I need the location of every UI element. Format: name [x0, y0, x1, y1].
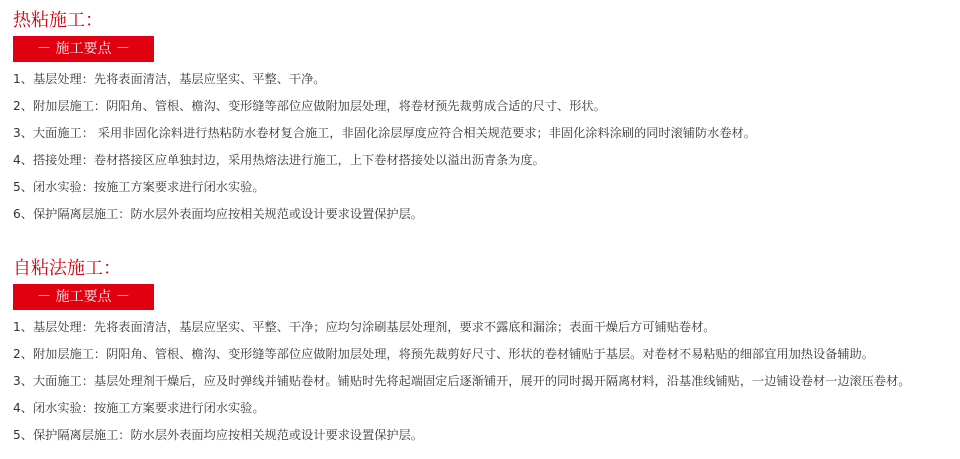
section-title: 热粘施工： — [13, 10, 103, 31]
step-item: 2、附加层施工：阴阳角、管根、檐沟、变形缝等部位应做附加层处理，将预先裁剪好尺寸、形状的卷材铺贴于基层。对卷材不易粘贴的细部宜用加热设备辅助。 — [13, 347, 874, 361]
step-list — [13, 70, 953, 223]
step-item: 1、基层处理：先将表面清洁，基层应坚实、平整、干净。 — [13, 72, 326, 86]
step-item: 5、闭水实验：按施工方案要求进行闭水实验。 — [13, 180, 265, 194]
step-item: 1、基层处理：先将表面清洁，基层应坚实、平整、干净；应均匀涂刷基层处理剂，要求不露底和漏涂；表面干燥后方可铺贴卷材。 — [13, 320, 716, 334]
hot-bonding-section — [13, 10, 953, 232]
section-title: 自粘法施工： — [13, 258, 121, 279]
construction-points-badge: － 施工要点 － — [13, 36, 154, 62]
step-item: 5、保护隔离层施工：防水层外表面均应按相关规范或设计要求设置保护层。 — [13, 428, 423, 442]
step-item: 3、大面施工：基层处理剂干燥后，应及时弹线并铺贴卷材。铺贴时先将起端固定后逐渐铺开，展开的同时揭开隔离材料，沿基准线铺贴，一边铺设卷材一边滚压卷材。 — [13, 374, 911, 388]
step-list — [13, 318, 953, 444]
step-item: 2、附加层施工：阴阳角、管根、檐沟、变形缝等部位应做附加层处理，将卷材预先裁剪成合适的尺寸、形状。 — [13, 99, 606, 113]
step-item: 6、保护隔离层施工：防水层外表面均应按相关规范或设计要求设置保护层。 — [13, 207, 423, 221]
step-item: 4、搭接处理：卷材搭接区应单独封边，采用热熔法进行施工，上下卷材搭接处以溢出沥青条为度。 — [13, 153, 545, 167]
step-item: 4、闭水实验：按施工方案要求进行闭水实验。 — [13, 401, 265, 415]
self-adhesive-section — [13, 258, 953, 453]
step-item: 3、大面施工： 采用非固化涂料进行热粘防水卷材复合施工，非固化涂层厚度应符合相关规范要求；非固化涂料涂刷的同时滚铺防水卷材。 — [13, 126, 756, 140]
construction-points-badge: － 施工要点 － — [13, 284, 154, 310]
